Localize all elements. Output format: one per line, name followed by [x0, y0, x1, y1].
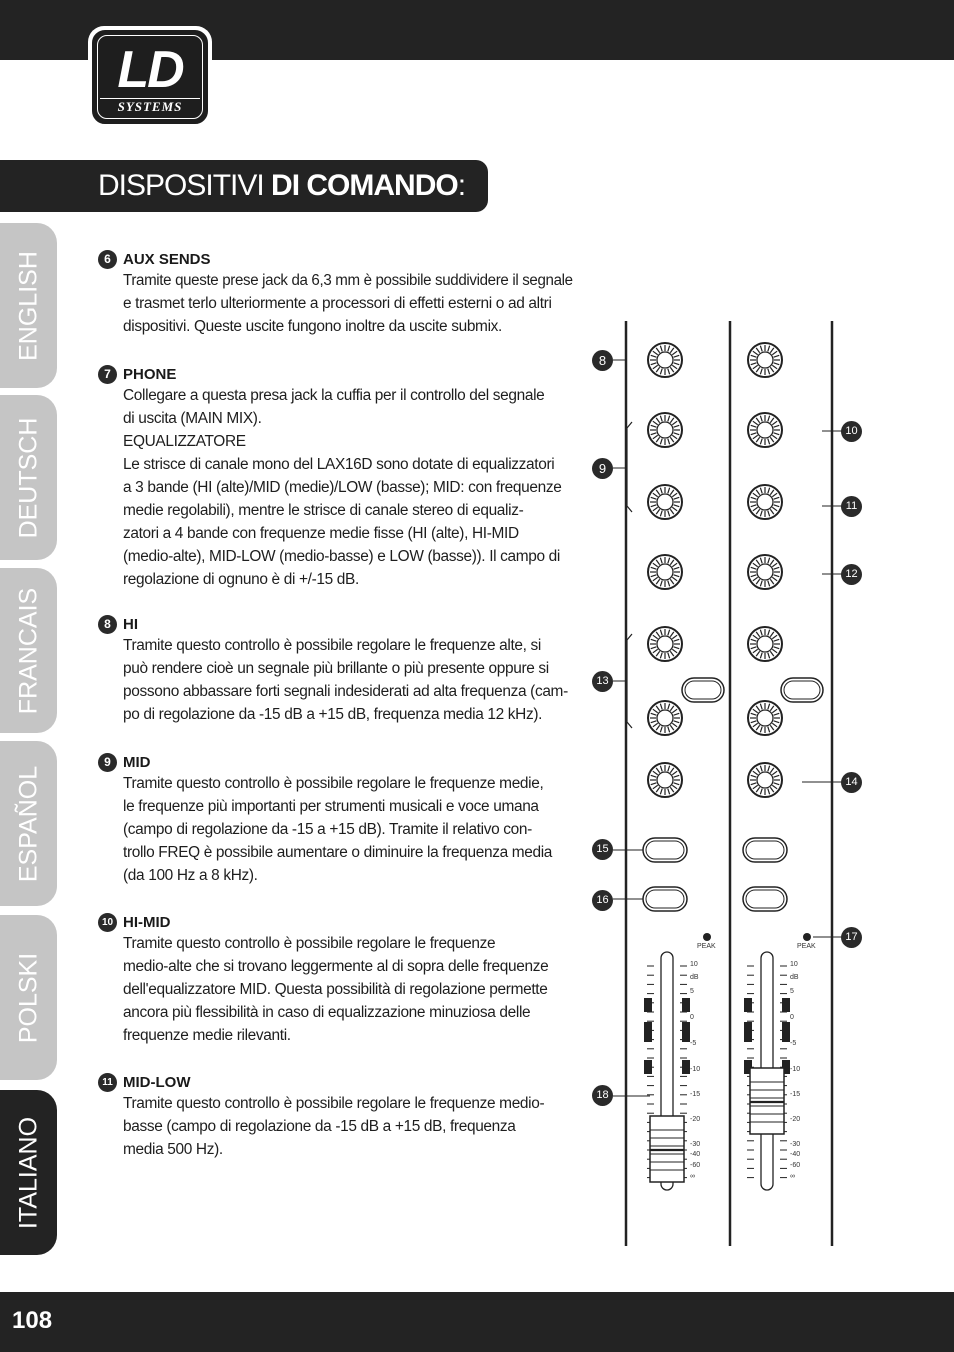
language-tab-label: DEUTSCH — [14, 417, 42, 538]
section-body — [123, 384, 575, 591]
knob-right-4[interactable] — [748, 555, 782, 589]
language-tab-espaol[interactable] — [0, 741, 57, 906]
section-heading: AUX SENDS — [123, 251, 211, 268]
section-body — [123, 772, 575, 887]
mixer-channel-diagram — [585, 318, 875, 1253]
section-heading: HI-MID — [123, 914, 171, 931]
fader-scale-label: -15 — [790, 1091, 801, 1098]
knob-right-5[interactable] — [748, 627, 782, 661]
logo-text: LD — [117, 41, 183, 99]
fader-scale-label: dB — [690, 974, 699, 981]
brand-logo — [88, 26, 212, 128]
fader-right-marker — [744, 998, 752, 1012]
body-line: medio-alte che si trovano leggermente al di sopra delle frequenze — [123, 958, 549, 975]
knob-right-1[interactable] — [748, 343, 782, 377]
peak-label: PEAK — [797, 943, 816, 950]
fader-scale-label: 5 — [790, 988, 794, 995]
fader-scale-label: -5 — [790, 1040, 797, 1047]
callout-badge-11: 11 — [841, 496, 862, 517]
solo-button-left[interactable] — [643, 887, 687, 911]
fader-scale-label: -30 — [790, 1141, 801, 1148]
callout-badge-15: 15 — [592, 839, 613, 860]
callout-badge-14: 14 — [841, 772, 862, 793]
body-line: (campo di regolazione da -15 a +15 dB). Tramite il relativo con- — [123, 821, 532, 838]
peak-led-right — [803, 933, 811, 941]
language-tab-label: ITALIANO — [14, 1116, 42, 1229]
language-tab-label: POLSKI — [14, 952, 42, 1043]
title-light: DISPOSITIVI — [98, 169, 272, 202]
page-title — [0, 160, 488, 212]
fader-left-marker — [682, 1060, 690, 1074]
knob-right-2[interactable] — [748, 413, 782, 447]
section-number-badge: 7 — [98, 365, 117, 384]
knob-left-2[interactable] — [648, 413, 682, 447]
body-line: Le strisce di canale mono del LAX16D sono dotate di equalizzatori — [123, 456, 555, 473]
bottom-bar — [0, 1292, 954, 1352]
callout-badge-18: 18 — [592, 1085, 613, 1106]
fader-left-marker — [682, 998, 690, 1012]
pan-button-left[interactable] — [682, 678, 724, 702]
body-line: trollo FREQ è possibile aumentare o diminuire la frequenza media — [123, 844, 553, 861]
section-body — [123, 1092, 575, 1161]
bracket-mid — [627, 422, 632, 512]
section-number-badge: 9 — [98, 753, 117, 772]
fader-scale-label: ∞ — [790, 1173, 795, 1180]
fader-scale-label: 10 — [690, 961, 698, 968]
body-line: Tramite questo controllo è possibile regolare le frequenze — [123, 935, 496, 952]
knob-right-3[interactable] — [748, 485, 782, 519]
body-line: medie regolabili), mentre le strisce di canale stereo di equaliz- — [123, 502, 524, 519]
fader-scale-label: -60 — [690, 1162, 701, 1169]
section-heading: HI — [123, 616, 138, 633]
body-line: media 500 Hz). — [123, 1141, 223, 1158]
fader-scale-label: 10 — [790, 961, 798, 968]
body-line: e trasmet terlo ulteriormente a processori di effetti esterni o ad altri — [123, 295, 552, 312]
language-tab-label: FRANCAIS — [14, 587, 42, 714]
body-line: le frequenze più importanti per strumenti musicali e voce umana — [123, 798, 539, 815]
fader-scale-label: -40 — [790, 1151, 801, 1158]
body-line: (da 100 Hz a 8 kHz). — [123, 867, 258, 884]
fader-scale-label: ∞ — [690, 1173, 695, 1180]
fader-scale-label: 0 — [690, 1014, 694, 1021]
fader-scale-label: 5 — [690, 988, 694, 995]
fader-right-marker — [782, 1022, 790, 1042]
body-line: di uscita (MAIN MIX). — [123, 410, 262, 427]
language-tab-polski[interactable] — [0, 915, 57, 1080]
mute-button-left[interactable] — [643, 838, 687, 862]
body-line: Tramite questo controllo è possibile regolare le frequenze alte, si — [123, 637, 542, 654]
body-line: Collegare a questa presa jack la cuffia per il controllo del segnale — [123, 387, 545, 404]
knob-left-3[interactable] — [648, 485, 682, 519]
body-line: zatori a 4 bande con frequenze medie fisse (HI (alte), HI-MID — [123, 525, 519, 542]
knob-right-7[interactable] — [748, 763, 782, 797]
fader-scale-label: -10 — [790, 1066, 801, 1073]
body-line: dispositivi. Queste uscite fungono inoltre da uscite submix. — [123, 318, 502, 335]
fader-left-marker — [644, 998, 652, 1012]
body-line: frequenze medie rilevanti. — [123, 1027, 291, 1044]
knob-left-7[interactable] — [648, 763, 682, 797]
callout-badge-10: 10 — [841, 421, 862, 442]
fader-scale-label: dB — [790, 974, 799, 981]
body-line: po di regolazione da -15 dB a +15 dB, frequenza media 12 kHz). — [123, 706, 543, 723]
section-number-badge: 6 — [98, 250, 117, 269]
body-line: a 3 bande (HI (alte)/MID (medie)/LOW (basse); MID: con frequenze — [123, 479, 562, 496]
knob-left-6[interactable] — [648, 701, 682, 735]
fader-left-marker — [682, 1022, 690, 1042]
fader-right-marker — [744, 1022, 752, 1042]
fader-scale-label: -40 — [690, 1151, 701, 1158]
fader-left-marker — [644, 1022, 652, 1042]
language-tab-label: ESPAÑOL — [14, 765, 42, 882]
solo-button-right[interactable] — [743, 887, 787, 911]
section-heading: MID-LOW — [123, 1074, 191, 1091]
pan-button-right[interactable] — [781, 678, 823, 702]
body-line: Tramite questo controllo è possibile regolare le frequenze medie, — [123, 775, 544, 792]
body-line: può rendere cioè un segnale più brillante o più presente oppure si — [123, 660, 549, 677]
mute-button-right[interactable] — [743, 838, 787, 862]
section-body — [123, 269, 575, 338]
callout-badge-16: 16 — [592, 890, 613, 911]
knob-left-5[interactable] — [648, 627, 682, 661]
callout-badge-9: 9 — [592, 458, 613, 479]
callout-badge-12: 12 — [841, 564, 862, 585]
mixer-diagram-svg — [585, 318, 875, 1253]
fader-right-marker — [782, 998, 790, 1012]
section-body — [123, 932, 575, 1047]
language-tab-francais[interactable] — [0, 568, 57, 733]
body-line: basse (campo di regolazione da -15 dB a +15 dB, frequenza — [123, 1118, 516, 1135]
title-bold: DI COMANDO — [271, 169, 458, 202]
section-heading: MID — [123, 754, 151, 771]
body-line: dell'equalizzatore MID. Questa possibilità di regolazione permette — [123, 981, 548, 998]
section-heading: PHONE — [123, 366, 177, 383]
knob-right-6[interactable] — [748, 701, 782, 735]
body-line: Tramite questo controllo è possibile regolare le frequenze medio- — [123, 1095, 545, 1112]
knob-left-4[interactable] — [648, 555, 682, 589]
language-tab-label: ENGLISH — [14, 250, 42, 361]
section-number-badge: 10 — [98, 913, 117, 932]
fader-cap-right[interactable] — [750, 1068, 784, 1134]
fader-scale-label: -5 — [690, 1040, 697, 1047]
fader-cap-left[interactable] — [650, 1116, 684, 1182]
fader-scale-label: 0 — [790, 1014, 794, 1021]
fader-scale-label: -10 — [690, 1066, 701, 1073]
bracket-eq — [627, 634, 632, 728]
body-line: Tramite queste prese jack da 6,3 mm è possibile suddividere il segnale — [123, 272, 573, 289]
peak-label: PEAK — [697, 943, 716, 950]
fader-scale-label: -30 — [690, 1141, 701, 1148]
body-line: (medio-alte), MID-LOW (medio-basse) e LOW (basse)). Il campo di — [123, 548, 561, 565]
section-number-badge: 8 — [98, 615, 117, 634]
callout-badge-13: 13 — [592, 671, 613, 692]
fader-scale-label: -15 — [690, 1091, 701, 1098]
knob-left-1[interactable] — [648, 343, 682, 377]
section-body — [123, 634, 575, 726]
body-line: regolazione di ognuno è di +/-15 dB. — [123, 571, 359, 588]
callout-badge-17: 17 — [841, 927, 862, 948]
title-suffix: : — [457, 169, 466, 202]
callout-badge-8: 8 — [592, 350, 613, 371]
fader-scale-label: -60 — [790, 1162, 801, 1169]
fader-scale-label: -20 — [790, 1116, 801, 1123]
body-line: possono abbassare forti segnali indesiderati ad alta frequenza (cam- — [123, 683, 568, 700]
page-number: 108 — [12, 1307, 53, 1334]
fader-left-marker — [644, 1060, 652, 1074]
language-tab-english[interactable] — [0, 223, 57, 388]
language-tab-deutsch[interactable] — [0, 395, 57, 560]
language-tab-italiano[interactable] — [0, 1090, 57, 1255]
fader-scale-label: -20 — [690, 1116, 701, 1123]
body-line: ancora più flessibilità in caso di equalizzazione minuziosa delle — [123, 1004, 531, 1021]
body-line: EQUALIZZATORE — [123, 433, 246, 450]
section-number-badge: 11 — [98, 1073, 117, 1092]
logo-subtext: SYSTEMS — [100, 98, 200, 116]
peak-led-left — [703, 933, 711, 941]
